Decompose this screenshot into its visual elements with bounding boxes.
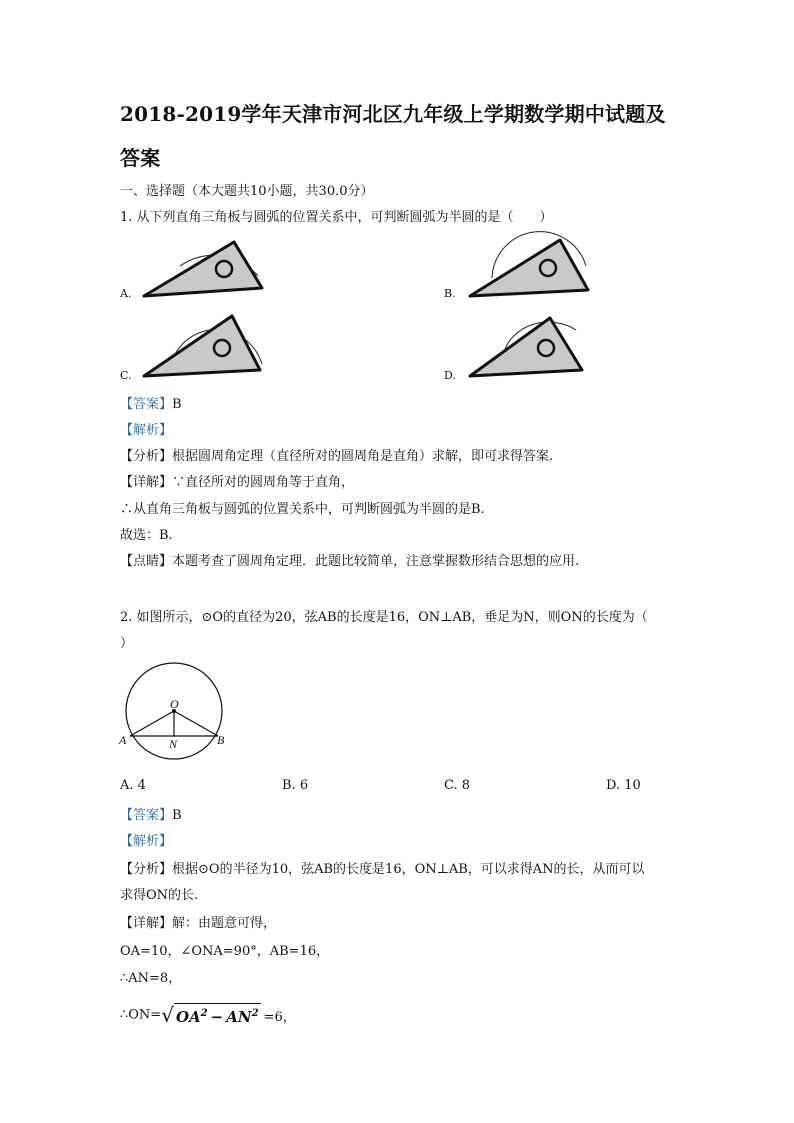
- q2-step3-suffix: =6，: [263, 1009, 296, 1025]
- q2-step3: [120, 1003, 296, 1027]
- q2-option-c: C. 8: [444, 778, 471, 793]
- page-title-line1: 2018-2019学年天津市河北区九年级上学期数学期中试题及: [120, 102, 666, 126]
- q2-step3-prefix: ∴ON=: [120, 1007, 162, 1023]
- q1-option-d-figure: [466, 312, 591, 380]
- q1-fenxi: [120, 445, 553, 464]
- q2-label-n: N: [169, 737, 178, 751]
- q2-step3-an: AN: [226, 1008, 252, 1026]
- q1-option-a-label: A.: [120, 287, 132, 300]
- q2-step3-exp-1: 2: [200, 1008, 208, 1019]
- q2-xiangjie: [120, 912, 276, 931]
- q2-fenxi-tag: 【分析】: [120, 862, 173, 877]
- q2-step3-oa: OA: [175, 1008, 201, 1026]
- q1-option-b-figure: [466, 232, 591, 300]
- q2-option-b: B. 6: [282, 778, 309, 793]
- section-heading: 一、选择题（本大题共10小题，共30.0分）: [120, 184, 374, 199]
- q1-answer-value: B: [172, 397, 182, 412]
- q2-option-d: D. 10: [606, 778, 641, 793]
- q1-dianjing-tag: 【点睛】: [120, 554, 173, 569]
- q1-option-a-figure: [140, 236, 265, 300]
- q2-answer-value: B: [172, 808, 182, 823]
- q2-label-a: A: [119, 733, 127, 747]
- q2-step3-exp-2: 2: [251, 1008, 259, 1019]
- q1-analysis-tag: 【解析】: [120, 423, 173, 438]
- q1-answer: [120, 393, 182, 412]
- q2-stem-line2: ）: [120, 636, 134, 651]
- q2-step2: ∴AN=8，: [120, 971, 182, 986]
- q2-fenxi-line2: 求得ON的长.: [120, 888, 199, 903]
- q1-option-d-label: D.: [444, 369, 456, 382]
- sqrt-sign: √: [161, 1003, 174, 1027]
- q1-choice: 故选：B.: [120, 528, 173, 543]
- q1-option-c-figure: [140, 306, 265, 380]
- q2-analysis-tag: 【解析】: [120, 834, 173, 849]
- q2-answer-tag: 【答案】: [120, 808, 173, 823]
- q2-step3-minus: −: [210, 1008, 224, 1026]
- q2-option-a: A. 4: [120, 778, 146, 793]
- q1-xiangjie-text: ∵直径所对的圆周角等于直角，: [172, 475, 355, 490]
- q1-option-c-label: C.: [120, 369, 132, 382]
- q2-label-o: O: [170, 697, 179, 711]
- q1-fenxi-tag: 【分析】: [120, 449, 173, 464]
- q2-circle-figure: [116, 660, 236, 760]
- q2-label-b: B: [217, 733, 225, 747]
- q2-fenxi-line1: [120, 858, 645, 877]
- q1-stem: 1. 从下列直角三角板与圆弧的位置关系中，可判断圆弧为半圆的是（ ）: [120, 210, 553, 225]
- q1-option-b-label: B.: [444, 287, 456, 300]
- q1-conclusion: ∴从直角三角板与圆弧的位置关系中，可判断圆弧为半圆的是B.: [120, 502, 485, 517]
- q1-fenxi-text: 根据圆周角定理（直径所对的圆周角是直角）求解，即可求得答案.: [172, 449, 554, 464]
- q2-fenxi-text-1: 根据⊙O的半径为10，弦AB的长度是16，ON⊥AB，可以求得AN的长，从而可以: [172, 862, 645, 877]
- q2-segment-oa: [130, 711, 174, 736]
- q2-xiangjie-text: 解：由题意可得，: [172, 916, 277, 931]
- q1-dianjing: [120, 550, 579, 569]
- sqrt-radicand: [174, 1003, 261, 1027]
- q2-answer: [120, 804, 182, 823]
- q2-step1: OA=10，∠ONA=90°，AB=16，: [120, 944, 330, 959]
- q1-xiangjie: [120, 471, 354, 490]
- q2-xiangjie-tag: 【详解】: [120, 916, 173, 931]
- page-title-line2: 答案: [120, 146, 161, 170]
- q1-answer-tag: 【答案】: [120, 397, 173, 412]
- q1-dianjing-text: 本题考查了圆周角定理．此题比较简单，注意掌握数形结合思想的应用.: [172, 554, 580, 569]
- q2-stem-line1: 2. 如图所示，⊙O的直径为20，弦AB的长度是16，ON⊥AB，垂足为N，则ON的长度为（: [120, 610, 648, 625]
- q2-segment-ob: [174, 711, 218, 736]
- q1-xiangjie-tag: 【详解】: [120, 475, 173, 490]
